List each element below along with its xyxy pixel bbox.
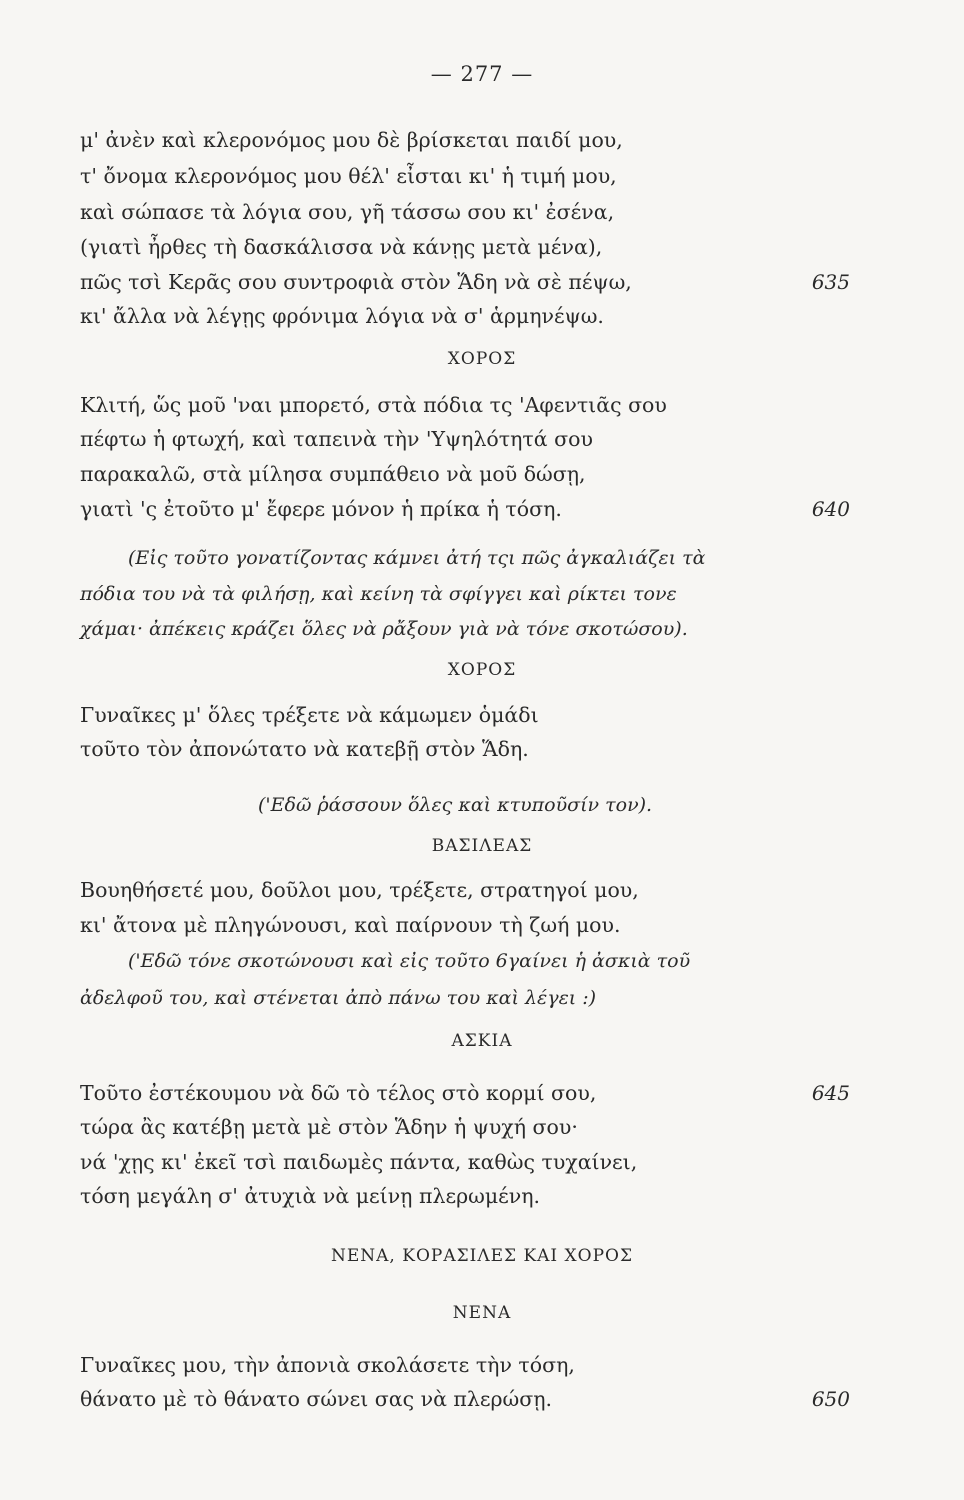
verse-line: παρακαλῶ, στὰ μίλησα συμπάθειο νὰ μοῦ δώσῃ, (80, 462, 586, 486)
speaker-heading: ΝΕΝΑ (452, 1303, 512, 1323)
line-number: 645 (811, 1081, 850, 1105)
verse-line: καὶ σώπασε τὰ λόγια σου, γῆ τάσσω σου κι' ἐσένα, (80, 200, 615, 224)
verse-line: γιατὶ 'ς ἐτοῦτο μ' ἔφερε μόνον ἡ πρίκα ἡ τόση. (80, 497, 562, 521)
verse-line: Γυναῖκες μου, τὴν ἀπονιὰ σκολάσετε τὴν τόση, (80, 1353, 575, 1377)
stage-direction: ('Εδῶ τόνε σκοτώνουσι καὶ εἰς τοῦτο 6γαίνει ἡ ἀσκιὰ τοῦ (128, 950, 691, 972)
verse-line: Τοῦτο ἐστέκουμου νὰ δῶ τὸ τέλος στὸ κορμί σου, (80, 1081, 597, 1105)
verse-line: Βουηθήσετέ μου, δοῦλοι μου, τρέξετε, στρατηγοί μου, (80, 878, 639, 902)
verse-line: (γιατὶ ἦρθες τὴ δασκάλισσα νὰ κάνῃς μετὰ μένα), (80, 235, 603, 259)
stage-direction: ('Εδῶ ῥάσσουν ὅλες καὶ κτυποῦσίν τον). (258, 794, 653, 816)
speaker-heading: ΧΟΡΟΣ (447, 660, 517, 680)
verse-line: νά 'χῃς κι' ἐκεῖ τσὶ παιδωμὲς πάντα, καθὼς τυχαίνει, (80, 1150, 638, 1174)
line-number: 650 (811, 1387, 850, 1411)
verse-line: Κλιτή, ὥς μοῦ 'ναι μπορετό, στὰ πόδια τς 'Αφεντιᾶς σου (80, 393, 667, 417)
speaker-heading: ΑΣΚΙΑ (451, 1031, 513, 1051)
speaker-heading: ΧΟΡΟΣ (447, 349, 517, 369)
stage-direction: (Εἰς τοῦτο γονατίζοντας κάμνει ἀτή τςι πῶς ἀγκαλιάζει τὰ (128, 547, 706, 569)
stage-direction: χάμαι· ἀπέκεις κράζει ὅλες νὰ ρἄξουν γιὰ νὰ τόνε σκοτώσου). (80, 618, 688, 640)
verse-line: κι' ἄτονα μὲ πληγώνουσι, καὶ παίρνουν τὴ ζωή μου. (80, 913, 621, 937)
verse-line: τώρα ἂς κατέβῃ μετὰ μὲ στὸν Ἅδην ἡ ψυχή σου· (80, 1115, 578, 1139)
verse-line: τ' ὄνομα κλερονόμος μου θέλ' εἶσται κι' ἡ τιμή μου, (80, 164, 617, 188)
verse-line: πέφτω ἡ φτωχή, καὶ ταπεινὰ τὴν 'Υψηλότητά σου (80, 427, 593, 451)
verse-line: μ' ἀνὲν καὶ κλερονόμος μου δὲ βρίσκεται παιδί μου, (80, 128, 623, 152)
verse-line: κι' ἄλλα νὰ λέγῃς φρόνιμα λόγια νὰ σ' ἁρμηνέψω. (80, 304, 604, 328)
verse-line: θάνατο μὲ τὸ θάνατο σώνει σας νὰ πλερώσῃ. (80, 1387, 553, 1411)
verse-line: πῶς τσὶ Κερᾶς σου συντροφιὰ στὸν Ἅδη νὰ σὲ πέψω, (80, 270, 632, 294)
page-number: — 277 — (430, 62, 534, 86)
speaker-heading: ΒΑΣΙΛΕΑΣ (431, 836, 533, 856)
line-number: 635 (811, 270, 850, 294)
verse-line: Γυναῖκες μ' ὅλες τρέξετε νὰ κάμωμεν ὁμάδι (80, 703, 539, 727)
stage-direction: ἀδελφοῦ του, καὶ στένεται ἀπὸ πάνω του καὶ λέγει :) (80, 987, 597, 1009)
stage-direction: πόδια του νὰ τὰ φιλήσῃ, καὶ κείνη τὰ σφίγγει καὶ ρίκτει τονε (80, 583, 677, 605)
line-number: 640 (811, 497, 850, 521)
speaker-heading: ΝΕΝΑ, ΚΟΡΑΣΙΛΕΣ ΚΑΙ ΧΟΡΟΣ (331, 1246, 633, 1266)
verse-line: τόση μεγάλη σ' ἀτυχιὰ νὰ μείνῃ πλερωμένη. (80, 1184, 541, 1208)
verse-line: τοῦτο τὸν ἀπονώτατο νὰ κατεβῇ στὸν Ἅδη. (80, 737, 529, 761)
